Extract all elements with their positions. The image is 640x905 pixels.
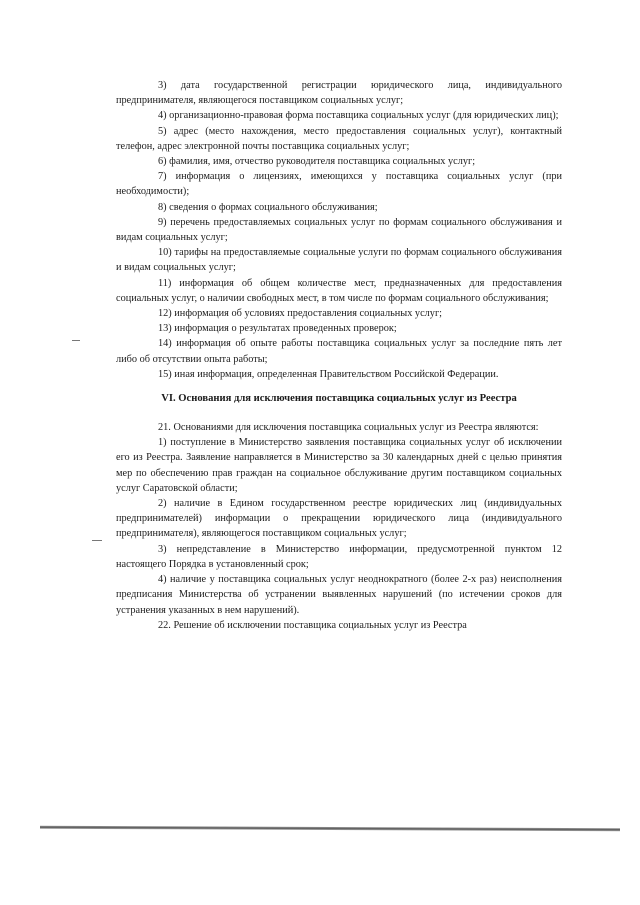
scan-edge-line — [40, 826, 620, 832]
list-item: 5) адрес (место нахождения, место предоставления социальных услуг), контактный телефон, адрес электронной почты поставщика социальных услуг; — [116, 125, 562, 152]
margin-mark — [72, 340, 80, 341]
paragraph: 3) непредставление в Министерство информации, предусмотренной пунктом 12 настоящего Порядка в установленный срок; — [116, 543, 562, 570]
paragraph: 21. Основаниями для исключения поставщика социальных услуг из Реестра являются: — [158, 422, 539, 434]
list-item: 9) перечень предоставляемых социальных услуг по формам социального обслуживания и видам социальных услуг; — [116, 216, 562, 244]
list-item: 7) информация о лицензиях, имеющихся у поставщика социальных услуг (при необходимости); — [116, 171, 562, 198]
paragraph: 2) наличие в Едином государственном реестре юридических лиц (индивидуальных предпринимателей) информации о прекращении юридического лица (индивидуального предпринимателя), являющегося поставщиком социальных услуг; — [116, 498, 562, 540]
section-heading: VI. Основания для исключения поставщика социальных услуг из Реестра — [161, 393, 517, 405]
list-item: 13) информация о результатах проведенных проверок; — [158, 323, 397, 335]
list-item: 15) иная информация, определенная Правительством Российской Федерации. — [158, 368, 499, 380]
margin-mark — [92, 540, 102, 541]
list-item: 3) дата государственной регистрации юридического лица, индивидуального предпринимателя, являющегося поставщиком социальных услуг; — [116, 80, 562, 107]
list-item: 8) сведения о формах социального обслуживания; — [158, 201, 378, 213]
paragraph: 22. Решение об исключении поставщика социальных услуг из Реестра — [158, 619, 467, 631]
list-item: 14) информация об опыте работы поставщика социальных услуг за последние пять лет либо об отсутствии опыта работы; — [116, 338, 562, 365]
list-item: 12) информация об условиях предоставления социальных услуг; — [158, 308, 443, 320]
list-item: 10) тарифы на предоставляемые социальные услуги по формам социального обслуживания и видам социальных услуг; — [116, 247, 562, 274]
list-item: 4) организационно-правовая форма поставщика социальных услуг (для юридических лиц); — [158, 110, 559, 122]
document-body — [116, 78, 562, 633]
paragraph: 4) наличие у поставщика социальных услуг неоднократного (более 2-х раз) неисполнения предписания Министерства об устранении выявленных нарушений (по истечении сроков для устранения указанных в нем нарушений). — [116, 574, 562, 616]
list-item: 11) информация об общем количестве мест, предназначенных для предоставления социальных услуг, о наличии свободных мест, в том числе по формам социального обслуживания; — [116, 277, 562, 304]
list-item: 6) фамилия, имя, отчество руководителя поставщика социальных услуг; — [158, 156, 476, 168]
paragraph: 1) поступление в Министерство заявления поставщика социальных услуг об исключении его из Реестра. Заявление направляется в Министерство за 30 календарных дней с целью принятия мер по обеспечению прав граждан на социальное обслуживание другим поставщиком социальных услуг Саратовской области; — [116, 437, 562, 494]
